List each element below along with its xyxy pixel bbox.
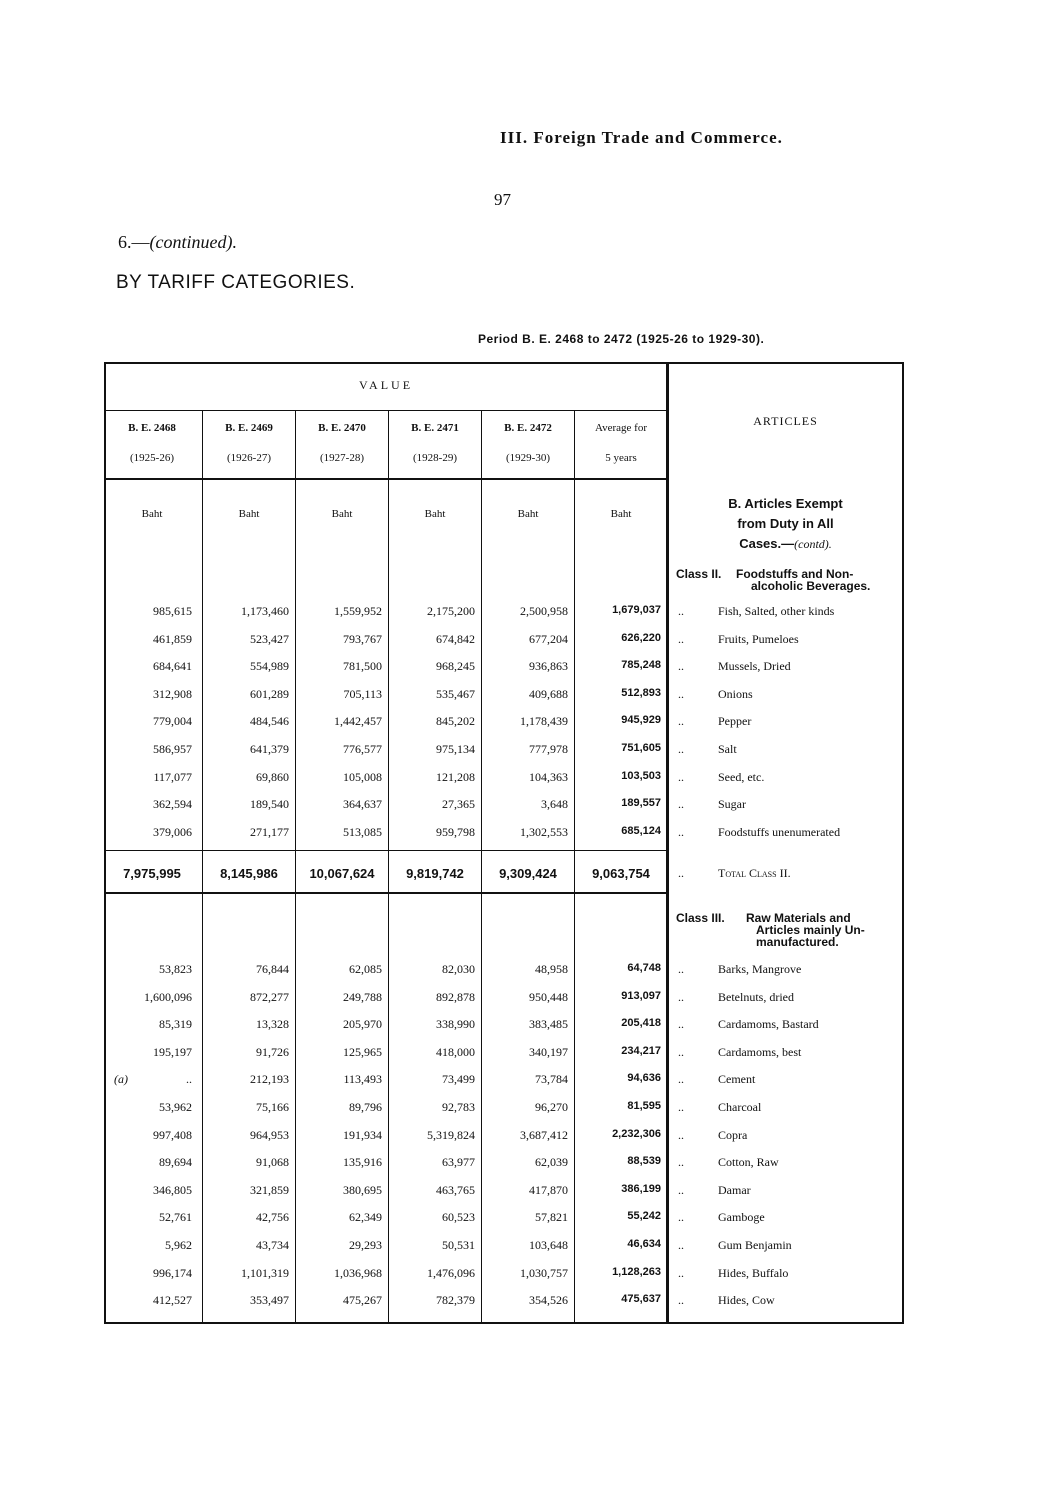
value-cell: 2,232,306 — [612, 1128, 661, 1140]
leader-dots: .. — [678, 1293, 684, 1307]
value-cell: 975,134 — [436, 742, 475, 756]
value-cell: 48,958 — [535, 962, 568, 976]
value-cell: 1,036,968 — [334, 1266, 382, 1280]
value-cell: 312,908 — [153, 687, 192, 701]
total-value-cell: 7,975,995 — [123, 866, 181, 881]
section-b-line2: from Duty in All — [737, 516, 834, 531]
value-cell: .. — [186, 1072, 192, 1086]
article-label: Seed, etc. — [718, 770, 765, 784]
total-value-cell: 10,067,624 — [309, 866, 375, 881]
leader-dots: .. — [678, 1155, 684, 1169]
continued-label: (continued). — [149, 232, 237, 252]
value-cell: 586,957 — [153, 742, 192, 756]
leader-dots: .. — [678, 632, 684, 646]
period-label: Period B. E. 2468 to 2472 (1925-26 to 1929-30). — [478, 332, 765, 346]
value-cell: 684,641 — [153, 659, 192, 673]
unit-label: Baht — [141, 508, 163, 520]
article-label: Onions — [718, 687, 753, 701]
value-cell: 82,030 — [442, 962, 475, 976]
value-cell: 3,648 — [541, 797, 568, 811]
value-cell: 191,934 — [343, 1128, 382, 1142]
page-number: 97 — [494, 190, 511, 209]
leader-dots: .. — [678, 604, 684, 618]
value-cell: 62,349 — [349, 1210, 382, 1224]
value-cell: 105,008 — [343, 770, 382, 784]
leader-dots: .. — [678, 1072, 684, 1086]
value-cell: 89,796 — [349, 1100, 382, 1114]
page-header-title: III. Foreign Trade and Commerce. — [500, 128, 783, 147]
value-cell: 1,030,757 — [520, 1266, 568, 1280]
column-header-period: (1925-26) — [130, 452, 174, 464]
value-cell: 523,427 — [250, 632, 289, 646]
value-cell: 60,523 — [442, 1210, 475, 1224]
section-b-heading — [669, 494, 902, 554]
value-cell: 5,962 — [165, 1238, 192, 1252]
column-header-period: (1929-30) — [506, 452, 550, 464]
value-cell: 364,637 — [343, 797, 382, 811]
article-label: Barks, Mangrove — [718, 962, 802, 976]
value-cell: 353,497 — [250, 1293, 289, 1307]
leader-dots: .. — [678, 1266, 684, 1280]
value-cell: 117,077 — [153, 770, 192, 784]
value-cell: 777,978 — [529, 742, 568, 756]
article-label: Hides, Cow — [718, 1293, 775, 1307]
column-header-period: (1926-27) — [227, 452, 271, 464]
value-cell: 46,634 — [627, 1238, 661, 1250]
value-cell: 340,197 — [529, 1045, 568, 1059]
leader-dots: .. — [678, 825, 684, 839]
footnote-marker: (a) — [114, 1072, 128, 1086]
value-cell: 88,539 — [627, 1155, 661, 1167]
value-cell: 793,767 — [343, 632, 382, 646]
value-cell: 950,448 — [529, 990, 568, 1004]
total-top-rule — [106, 850, 666, 851]
value-cell: 91,726 — [256, 1045, 289, 1059]
total-value-cell: 9,309,424 — [499, 866, 557, 881]
value-cell: 63,977 — [442, 1155, 475, 1169]
article-label: Charcoal — [718, 1100, 762, 1114]
value-cell: 386,199 — [621, 1183, 661, 1195]
value-cell: 601,289 — [250, 687, 289, 701]
section-b-line1: B. Articles Exempt — [728, 496, 843, 511]
value-cell: 781,500 — [343, 659, 382, 673]
column-header-period: 5 years — [605, 452, 637, 464]
leader-dots: .. — [678, 770, 684, 784]
value-cell: 641,379 — [250, 742, 289, 756]
value-cell: 271,177 — [250, 825, 289, 839]
value-cell: 27,365 — [442, 797, 475, 811]
article-label: Damar — [718, 1183, 751, 1197]
value-cell: 104,363 — [529, 770, 568, 784]
leader-dots: .. — [678, 1210, 684, 1224]
value-cell: 379,006 — [153, 825, 192, 839]
value-cell: 205,418 — [621, 1017, 661, 1029]
table-subtitle: BY TARIFF CATEGORIES. — [116, 272, 356, 293]
value-cell: 189,540 — [250, 797, 289, 811]
value-cell: 75,166 — [256, 1100, 289, 1114]
value-cell: 997,408 — [153, 1128, 192, 1142]
total-value-cell: 9,819,742 — [406, 866, 464, 881]
articles-header: ARTICLES — [753, 414, 818, 428]
article-label: Cement — [718, 1072, 756, 1086]
value-cell: 936,863 — [529, 659, 568, 673]
article-label: Foodstuffs unenumerated — [718, 825, 841, 839]
value-cell: 103,648 — [529, 1238, 568, 1252]
value-cell: 512,893 — [621, 687, 661, 699]
class-2-title-2: alcoholic Beverages. — [751, 579, 871, 593]
value-cell: 1,128,263 — [612, 1266, 661, 1278]
value-cell: 354,526 — [529, 1293, 568, 1307]
value-cell: 412,527 — [153, 1293, 192, 1307]
leader-dots: .. — [678, 1045, 684, 1059]
value-cell: 685,124 — [621, 825, 661, 837]
value-cell: 1,559,952 — [334, 604, 382, 618]
value-cell: 205,970 — [343, 1017, 382, 1031]
column-header-rule — [106, 478, 666, 480]
value-cell: 13,328 — [256, 1017, 289, 1031]
article-label: Betelnuts, dried — [718, 990, 794, 1004]
data-table — [104, 362, 904, 1324]
value-cell: 475,267 — [343, 1293, 382, 1307]
class-3-title-3: manufactured. — [756, 935, 839, 949]
value-cell: 674,842 — [436, 632, 475, 646]
value-cell: 463,765 — [436, 1183, 475, 1197]
value-cell: 121,208 — [436, 770, 475, 784]
value-cell: 845,202 — [436, 714, 475, 728]
leader-dots: .. — [678, 742, 684, 756]
value-cell: 1,600,096 — [144, 990, 192, 1004]
value-cell: 5,319,824 — [427, 1128, 475, 1142]
class-2-label: Class II. — [676, 567, 722, 581]
unit-label: Baht — [610, 508, 632, 520]
article-label: Fruits, Pumeloes — [718, 632, 799, 646]
value-cell: 677,204 — [529, 632, 568, 646]
value-cell: 535,467 — [436, 687, 475, 701]
value-cell: 461,859 — [153, 632, 192, 646]
continued-prefix: 6.— — [118, 232, 150, 252]
value-cell: 64,748 — [627, 962, 661, 974]
column-header-label: B. E. 2471 — [411, 422, 459, 434]
column-header-label: B. E. 2470 — [318, 422, 366, 434]
value-cell: 409,688 — [529, 687, 568, 701]
value-cell: 779,004 — [153, 714, 192, 728]
value-cell: 418,000 — [436, 1045, 475, 1059]
value-cell: 43,734 — [256, 1238, 289, 1252]
leader-dots: .. — [678, 1183, 684, 1197]
value-cell: 776,577 — [343, 742, 382, 756]
column-header-label: B. E. 2469 — [225, 422, 273, 434]
value-cell: 945,929 — [621, 714, 661, 726]
article-label: Cardamoms, Bastard — [718, 1017, 819, 1031]
column-header-label: B. E. 2472 — [504, 422, 552, 434]
value-cell: 94,636 — [627, 1072, 661, 1084]
value-cell: 475,637 — [621, 1293, 661, 1305]
value-cell: 996,174 — [153, 1266, 192, 1280]
leader-dots: .. — [678, 1128, 684, 1142]
article-label: Mussels, Dried — [718, 659, 791, 673]
unit-label: Baht — [424, 508, 446, 520]
value-cell: 338,990 — [436, 1017, 475, 1031]
value-cell: 212,193 — [250, 1072, 289, 1086]
value-header: VALUE — [358, 378, 414, 392]
value-cell: 85,319 — [159, 1017, 192, 1031]
leader-dots: .. — [678, 990, 684, 1004]
value-cell: 92,783 — [442, 1100, 475, 1114]
value-cell: 91,068 — [256, 1155, 289, 1169]
value-cell: 872,277 — [250, 990, 289, 1004]
value-cell: 968,245 — [436, 659, 475, 673]
value-cell: 125,965 — [343, 1045, 382, 1059]
value-cell: 234,217 — [621, 1045, 661, 1057]
value-cell: 383,485 — [529, 1017, 568, 1031]
value-cell: 73,499 — [442, 1072, 475, 1086]
value-cell: 62,039 — [535, 1155, 568, 1169]
value-cell: 1,302,553 — [520, 825, 568, 839]
value-cell: 321,859 — [250, 1183, 289, 1197]
class-2-title-1: Foodstuffs and Non- — [736, 567, 854, 581]
value-cell: 2,175,200 — [427, 604, 475, 618]
value-cell: 1,476,096 — [427, 1266, 475, 1280]
unit-label: Baht — [331, 508, 353, 520]
value-cell: 62,085 — [349, 962, 382, 976]
column-header-label: B. E. 2468 — [128, 422, 176, 434]
value-cell: 1,178,439 — [520, 714, 568, 728]
value-cell: 57,821 — [535, 1210, 568, 1224]
value-cell: 55,242 — [627, 1210, 661, 1222]
leader-dots: .. — [678, 1017, 684, 1031]
value-cell: 89,694 — [159, 1155, 192, 1169]
class-3-label: Class III. — [676, 911, 725, 925]
value-cell: 195,197 — [153, 1045, 192, 1059]
value-cell: 3,687,412 — [520, 1128, 568, 1142]
leader-dots: .. — [678, 659, 684, 673]
class-3-title-1: Raw Materials and — [746, 911, 851, 925]
value-cell: 380,695 — [343, 1183, 382, 1197]
value-cell: 626,220 — [621, 632, 661, 644]
value-cell: 53,962 — [159, 1100, 192, 1114]
value-cell: 484,546 — [250, 714, 289, 728]
value-cell: 249,788 — [343, 990, 382, 1004]
total-value-cell: 9,063,754 — [592, 866, 650, 881]
value-cell: 29,293 — [349, 1238, 382, 1252]
leader-dots: .. — [678, 687, 684, 701]
column-header-label: Average for — [594, 422, 647, 434]
value-cell: 1,173,460 — [241, 604, 289, 618]
article-label: Pepper — [718, 714, 752, 728]
value-cell: 913,097 — [621, 990, 661, 1002]
leader-dots: .. — [678, 797, 684, 811]
value-cell: 554,989 — [250, 659, 289, 673]
article-label: Cardamoms, best — [718, 1045, 802, 1059]
value-cell: 2,500,958 — [520, 604, 568, 618]
continued-heading — [118, 232, 237, 253]
article-label: Gum Benjamin — [718, 1238, 792, 1252]
value-cell: 113,493 — [343, 1072, 382, 1086]
class-3-title-2: Articles mainly Un- — [756, 923, 865, 937]
value-cell: 81,595 — [627, 1100, 661, 1112]
value-cell: 513,085 — [343, 825, 382, 839]
value-cell: 362,594 — [153, 797, 192, 811]
value-cell: 189,557 — [621, 797, 661, 809]
value-cell: 96,270 — [535, 1100, 568, 1114]
value-cell: 76,844 — [256, 962, 289, 976]
value-cell: 42,756 — [256, 1210, 289, 1224]
value-cell: 69,860 — [256, 770, 289, 784]
value-cell: 73,784 — [535, 1072, 568, 1086]
value-cell: 785,248 — [621, 659, 661, 671]
section-b-line3-contd: (contd). — [794, 537, 832, 551]
value-cell: 417,870 — [529, 1183, 568, 1197]
value-cell: 103,503 — [621, 770, 661, 782]
value-header-rule — [106, 410, 666, 411]
article-label: Salt — [718, 742, 737, 756]
leader-dots: .. — [678, 1238, 684, 1252]
total-article-label: Total Class II. — [718, 866, 791, 880]
value-cell: 1,442,457 — [334, 714, 382, 728]
leader-dots: .. — [678, 962, 684, 976]
column-header-period: (1928-29) — [413, 452, 457, 464]
value-cell: 964,953 — [250, 1128, 289, 1142]
leader-dots: .. — [678, 714, 684, 728]
total-value-cell: 8,145,986 — [220, 866, 278, 881]
column-header-period: (1927-28) — [320, 452, 364, 464]
value-cell: 135,916 — [343, 1155, 382, 1169]
value-cell: 346,805 — [153, 1183, 192, 1197]
leader-dots: .. — [678, 866, 684, 880]
article-label: Gamboge — [718, 1210, 765, 1224]
total-bottom-rule — [106, 892, 666, 894]
value-cell: 751,605 — [621, 742, 661, 754]
value-cell: 985,615 — [153, 604, 192, 618]
value-cell: 782,379 — [436, 1293, 475, 1307]
value-cell: 53,823 — [159, 962, 192, 976]
article-label: Sugar — [718, 797, 746, 811]
value-cell: 1,101,319 — [241, 1266, 289, 1280]
unit-label: Baht — [238, 508, 260, 520]
value-cell: 1,679,037 — [612, 604, 661, 616]
section-b-line3: Cases.— — [739, 536, 795, 551]
article-label: Hides, Buffalo — [718, 1266, 789, 1280]
unit-label: Baht — [517, 508, 539, 520]
value-cell: 705,113 — [343, 687, 382, 701]
value-cell: 52,761 — [159, 1210, 192, 1224]
article-label: Cotton, Raw — [718, 1155, 779, 1169]
article-label: Copra — [718, 1128, 748, 1142]
leader-dots: .. — [678, 1100, 684, 1114]
value-cell: 959,798 — [436, 825, 475, 839]
value-cell: 892,878 — [436, 990, 475, 1004]
article-label: Fish, Salted, other kinds — [718, 604, 835, 618]
value-cell: 50,531 — [442, 1238, 475, 1252]
